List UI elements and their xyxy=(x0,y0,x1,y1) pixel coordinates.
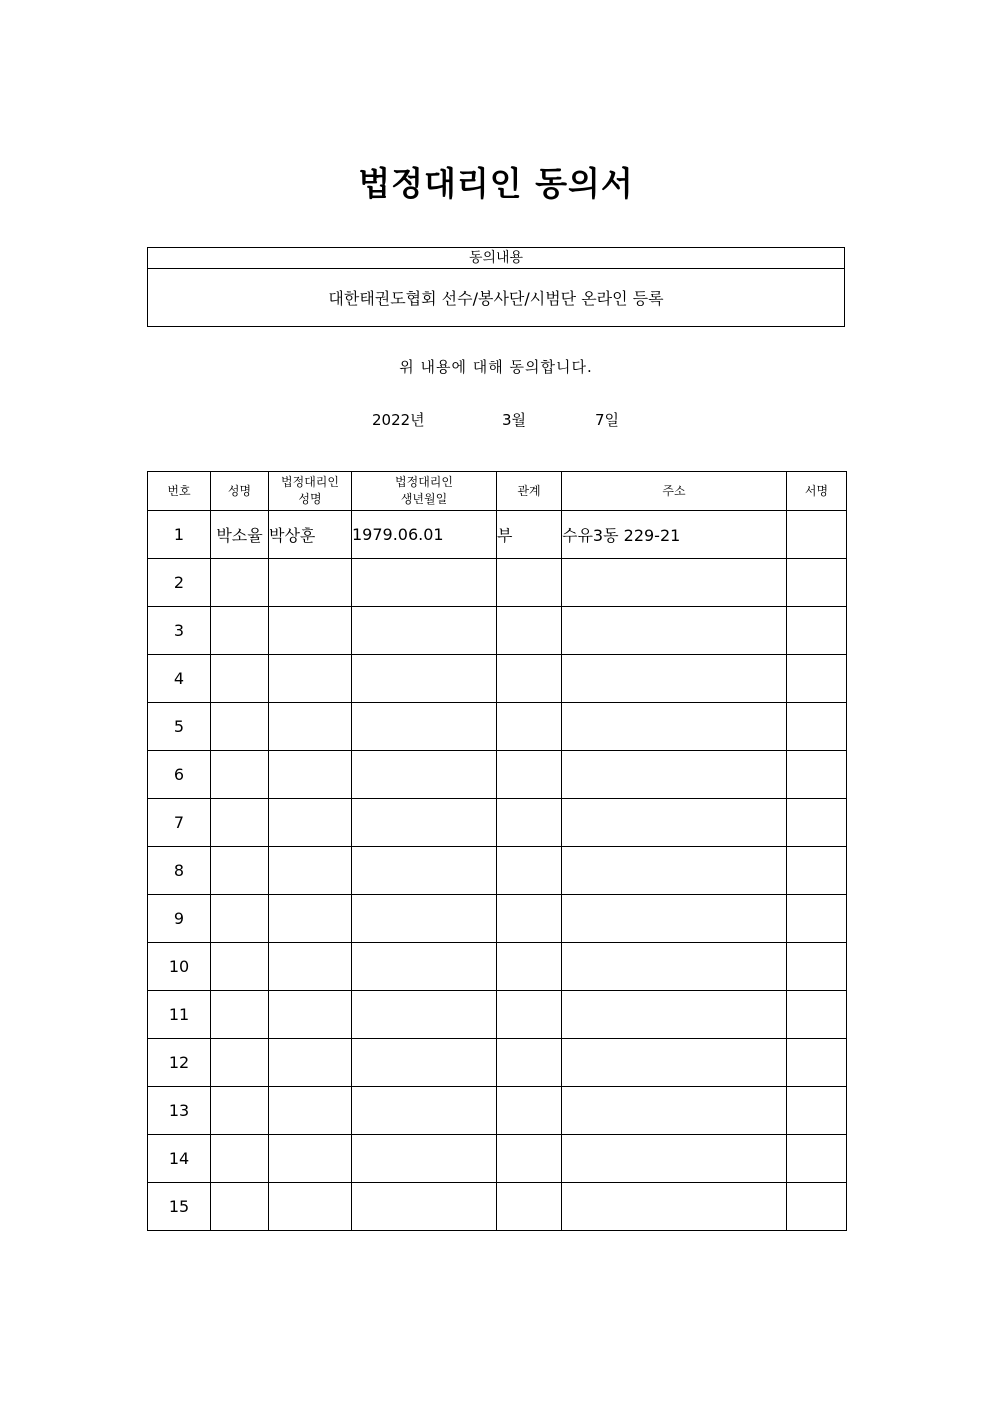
table-row xyxy=(148,511,847,559)
cell-no: 14 xyxy=(148,1135,211,1183)
date-year: 2022년 xyxy=(372,411,425,429)
cell-name xyxy=(211,847,269,895)
cell-name xyxy=(211,559,269,607)
cell-address xyxy=(562,799,787,847)
header-guardian-birth-line2: 생년월일 xyxy=(400,492,448,506)
cell-name xyxy=(211,1039,269,1087)
cell-address xyxy=(562,1087,787,1135)
cell-relation xyxy=(497,655,562,703)
cell-guardian-name xyxy=(269,847,352,895)
cell-relation xyxy=(497,895,562,943)
cell-signature xyxy=(787,1183,847,1231)
table-row xyxy=(148,607,847,655)
cell-guardian-name xyxy=(269,703,352,751)
cell-signature xyxy=(787,751,847,799)
cell-relation xyxy=(497,751,562,799)
header-guardian-name xyxy=(269,472,352,511)
cell-guardian-name xyxy=(269,1183,352,1231)
cell-address xyxy=(562,1183,787,1231)
cell-address xyxy=(562,847,787,895)
table-header-row xyxy=(148,472,847,511)
cell-signature xyxy=(787,991,847,1039)
table-row xyxy=(148,895,847,943)
cell-guardian-name xyxy=(269,1039,352,1087)
cell-no: 11 xyxy=(148,991,211,1039)
cell-name xyxy=(211,991,269,1039)
cell-guardian-name xyxy=(269,607,352,655)
cell-address xyxy=(562,607,787,655)
cell-guardian-name: 박상훈 xyxy=(269,511,352,559)
cell-relation: 부 xyxy=(497,511,562,559)
cell-signature xyxy=(787,559,847,607)
table-row xyxy=(148,751,847,799)
table-row xyxy=(148,1183,847,1231)
table-row xyxy=(148,943,847,991)
cell-relation xyxy=(497,1039,562,1087)
cell-guardian-name xyxy=(269,559,352,607)
consent-content-body: 대한태권도협회 선수/봉사단/시범단 온라인 등록 xyxy=(328,289,664,308)
consent-content-box xyxy=(147,247,845,327)
header-address: 주소 xyxy=(562,472,787,511)
cell-no: 4 xyxy=(148,655,211,703)
cell-name xyxy=(211,943,269,991)
cell-relation xyxy=(497,1135,562,1183)
cell-relation xyxy=(497,1183,562,1231)
table-row xyxy=(148,991,847,1039)
cell-guardian-birth xyxy=(352,1183,497,1231)
cell-address xyxy=(562,991,787,1039)
cell-relation xyxy=(497,1087,562,1135)
cell-relation xyxy=(497,703,562,751)
cell-no: 3 xyxy=(148,607,211,655)
cell-no: 8 xyxy=(148,847,211,895)
cell-name xyxy=(211,895,269,943)
agreement-statement: 위 내용에 대해 동의합니다. xyxy=(399,358,593,376)
guardian-roster-table xyxy=(147,471,847,1231)
cell-address: 수유3동 229-21 xyxy=(562,511,787,559)
page-title: 법정대리인 동의서 xyxy=(358,164,634,203)
cell-address xyxy=(562,655,787,703)
header-name: 성명 xyxy=(211,472,269,511)
header-guardian-birth xyxy=(352,472,497,511)
header-signature: 서명 xyxy=(787,472,847,511)
cell-signature xyxy=(787,847,847,895)
cell-address xyxy=(562,703,787,751)
cell-guardian-birth xyxy=(352,991,497,1039)
cell-relation xyxy=(497,607,562,655)
cell-signature xyxy=(787,1135,847,1183)
cell-signature xyxy=(787,895,847,943)
cell-signature xyxy=(787,1087,847,1135)
table-row xyxy=(148,655,847,703)
table-row xyxy=(148,703,847,751)
table-row xyxy=(148,847,847,895)
cell-guardian-birth xyxy=(352,943,497,991)
cell-guardian-birth xyxy=(352,607,497,655)
cell-name xyxy=(211,751,269,799)
cell-address xyxy=(562,943,787,991)
cell-relation xyxy=(497,559,562,607)
cell-guardian-birth xyxy=(352,847,497,895)
cell-signature xyxy=(787,607,847,655)
cell-guardian-birth xyxy=(352,1135,497,1183)
cell-signature xyxy=(787,1039,847,1087)
table-row xyxy=(148,559,847,607)
cell-relation xyxy=(497,943,562,991)
cell-guardian-birth xyxy=(352,703,497,751)
cell-no: 2 xyxy=(148,559,211,607)
cell-name: 박소율 xyxy=(211,511,269,559)
cell-signature xyxy=(787,655,847,703)
cell-relation xyxy=(497,799,562,847)
cell-address xyxy=(562,1039,787,1087)
cell-name xyxy=(211,1135,269,1183)
header-guardian-birth-line1: 법정대리인 xyxy=(395,475,453,489)
cell-no: 12 xyxy=(148,1039,211,1087)
cell-no: 15 xyxy=(148,1183,211,1231)
cell-no: 1 xyxy=(148,511,211,559)
cell-name xyxy=(211,607,269,655)
cell-address xyxy=(562,1135,787,1183)
cell-name xyxy=(211,655,269,703)
cell-guardian-birth: 1979.06.01 xyxy=(352,511,497,559)
cell-guardian-name xyxy=(269,895,352,943)
cell-address xyxy=(562,895,787,943)
cell-guardian-birth xyxy=(352,1039,497,1087)
cell-guardian-name xyxy=(269,799,352,847)
cell-guardian-birth xyxy=(352,895,497,943)
cell-guardian-birth xyxy=(352,655,497,703)
cell-guardian-name xyxy=(269,991,352,1039)
cell-no: 7 xyxy=(148,799,211,847)
date-day: 7일 xyxy=(595,411,620,429)
table-row xyxy=(148,1039,847,1087)
header-guardian-name-line1: 법정대리인 xyxy=(281,475,339,489)
header-guardian-name-line2: 성명 xyxy=(298,492,322,506)
header-relation: 관계 xyxy=(497,472,562,511)
cell-guardian-name xyxy=(269,655,352,703)
table-row xyxy=(148,799,847,847)
cell-no: 5 xyxy=(148,703,211,751)
cell-signature xyxy=(787,799,847,847)
cell-guardian-birth xyxy=(352,1087,497,1135)
cell-relation xyxy=(497,847,562,895)
cell-name xyxy=(211,703,269,751)
cell-no: 10 xyxy=(148,943,211,991)
cell-signature xyxy=(787,943,847,991)
header-no: 번호 xyxy=(148,472,211,511)
cell-guardian-name xyxy=(269,1135,352,1183)
date-month: 3월 xyxy=(502,411,527,429)
cell-relation xyxy=(497,991,562,1039)
cell-address xyxy=(562,559,787,607)
cell-name xyxy=(211,1183,269,1231)
cell-signature xyxy=(787,703,847,751)
table-row xyxy=(148,1087,847,1135)
cell-guardian-birth xyxy=(352,559,497,607)
cell-guardian-birth xyxy=(352,799,497,847)
table-row xyxy=(148,1135,847,1183)
cell-address xyxy=(562,751,787,799)
cell-guardian-name xyxy=(269,751,352,799)
cell-no: 6 xyxy=(148,751,211,799)
cell-guardian-birth xyxy=(352,751,497,799)
cell-signature xyxy=(787,511,847,559)
cell-guardian-name xyxy=(269,943,352,991)
cell-no: 9 xyxy=(148,895,211,943)
cell-name xyxy=(211,1087,269,1135)
cell-name xyxy=(211,799,269,847)
consent-content-header: 동의내용 xyxy=(148,248,844,269)
cell-no: 13 xyxy=(148,1087,211,1135)
cell-guardian-name xyxy=(269,1087,352,1135)
